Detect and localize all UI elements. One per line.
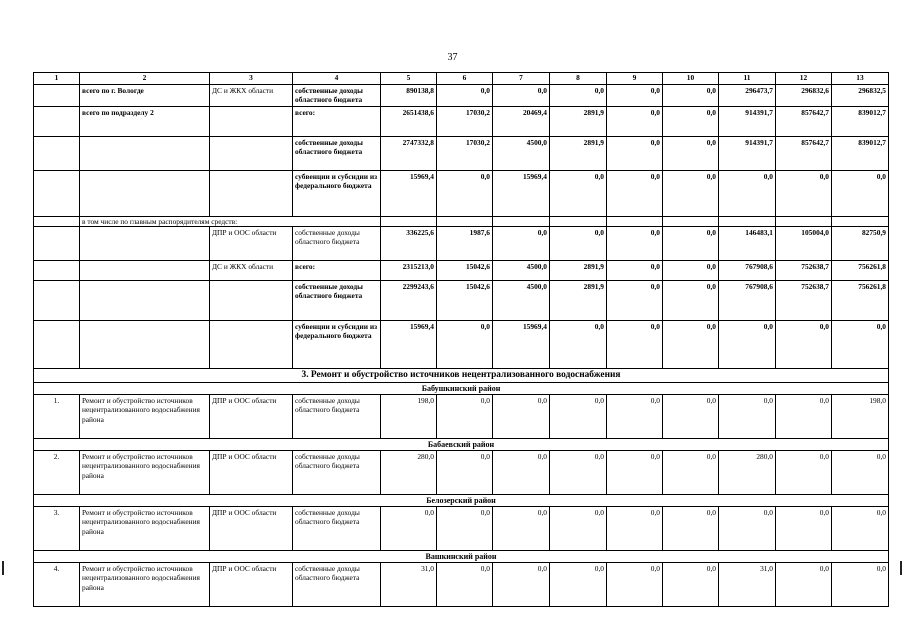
value-cell: 31,0: [381, 563, 437, 607]
header-cell: 9: [607, 73, 663, 85]
value-cell: 0,0: [776, 321, 832, 369]
value-cell: 296473,7: [719, 85, 776, 107]
header-cell: 4: [293, 73, 381, 85]
row-no-cell: [34, 261, 80, 281]
value-cell: 0,0: [776, 395, 832, 439]
district-data-row: [34, 563, 889, 607]
value-cell: 2299243,6: [381, 281, 437, 321]
subheading-row: [34, 217, 889, 227]
value-cell: 15969,4: [381, 171, 437, 217]
value-cell: 914391,7: [719, 137, 776, 171]
header-cell: 10: [663, 73, 719, 85]
row-no-cell: [34, 85, 80, 107]
value-cell: 0,0: [437, 451, 493, 495]
header-row: [34, 73, 889, 85]
value-cell: 0,0: [607, 281, 663, 321]
value-cell: 0,0: [832, 171, 889, 217]
value-cell: 280,0: [719, 451, 776, 495]
empty-cell: [437, 217, 493, 227]
value-cell: 0,0: [776, 563, 832, 607]
value-cell: 0,0: [381, 507, 437, 551]
value-cell: 0,0: [437, 395, 493, 439]
value-cell: 0,0: [607, 395, 663, 439]
value-cell: 336225,6: [381, 227, 437, 261]
budget-table: [33, 72, 889, 607]
item-name-cell: [80, 281, 210, 321]
row-no-cell: [34, 321, 80, 369]
empty-cell: [832, 217, 889, 227]
value-cell: 767908,6: [719, 281, 776, 321]
value-cell: 0,0: [550, 563, 607, 607]
value-cell: 0,0: [663, 107, 719, 137]
value-cell: 0,0: [493, 563, 550, 607]
item-name-cell: Ремонт и обустройство источников нецентрализованного водоснабжения района: [80, 563, 210, 607]
administrator-cell: ДПР и ООС области: [210, 563, 293, 607]
row-number: 1.: [34, 395, 80, 439]
administrator-cell: [210, 171, 293, 217]
value-cell: 752638,7: [776, 261, 832, 281]
value-cell: 17030,2: [437, 107, 493, 137]
value-cell: 146483,1: [719, 227, 776, 261]
administrator-cell: ДПР и ООС области: [210, 227, 293, 261]
value-cell: 0,0: [493, 451, 550, 495]
value-cell: 890138,8: [381, 85, 437, 107]
value-cell: 0,0: [663, 451, 719, 495]
empty-cell: [663, 217, 719, 227]
header-cell: 12: [776, 73, 832, 85]
item-name-cell: [80, 227, 210, 261]
value-cell: 31,0: [719, 563, 776, 607]
district-data-row: [34, 507, 889, 551]
value-cell: 2891,9: [550, 137, 607, 171]
district-name: Белозерский район: [34, 495, 889, 507]
administrator-cell: [210, 137, 293, 171]
summary-row: [34, 85, 889, 107]
value-cell: 857642,7: [776, 107, 832, 137]
summary-row: [34, 321, 889, 369]
funding-source-cell: всего:: [293, 107, 381, 137]
row-no-cell: [34, 217, 80, 227]
value-cell: 4500,0: [493, 281, 550, 321]
header-cell: 11: [719, 73, 776, 85]
value-cell: 0,0: [437, 171, 493, 217]
value-cell: 0,0: [550, 321, 607, 369]
district-name: Вашкинский район: [34, 551, 889, 563]
value-cell: 767908,6: [719, 261, 776, 281]
value-cell: 0,0: [607, 227, 663, 261]
funding-source-cell: собственные доходы областного бюджета: [293, 451, 381, 495]
value-cell: 914391,7: [719, 107, 776, 137]
value-cell: 839012,7: [832, 137, 889, 171]
summary-row: [34, 137, 889, 171]
empty-cell: [607, 217, 663, 227]
left-edge-mark: [2, 561, 4, 575]
value-cell: 0,0: [550, 227, 607, 261]
section-row: [34, 369, 889, 383]
header-cell: 2: [80, 73, 210, 85]
funding-source-cell: всего:: [293, 261, 381, 281]
value-cell: 839012,7: [832, 107, 889, 137]
value-cell: 2315213,0: [381, 261, 437, 281]
value-cell: 15969,4: [493, 321, 550, 369]
value-cell: 2891,9: [550, 281, 607, 321]
funding-source-cell: субвенции и субсидии из федерального бюджета: [293, 321, 381, 369]
value-cell: 15969,4: [493, 171, 550, 217]
value-cell: 756261,8: [832, 281, 889, 321]
value-cell: 0,0: [607, 451, 663, 495]
empty-cell: [381, 217, 437, 227]
header-cell: 7: [493, 73, 550, 85]
administrator-cell: ДС и ЖКХ области: [210, 261, 293, 281]
header-cell: 1: [34, 73, 80, 85]
item-name-cell: Ремонт и обустройство источников нецентрализованного водоснабжения района: [80, 395, 210, 439]
district-heading-row: [34, 495, 889, 507]
section-title: 3. Ремонт и обустройство источников нецентрализованного водоснабжения: [34, 369, 889, 383]
row-number: 3.: [34, 507, 80, 551]
item-name-cell: Ремонт и обустройство источников нецентрализованного водоснабжения района: [80, 451, 210, 495]
value-cell: 198,0: [832, 395, 889, 439]
value-cell: 0,0: [663, 261, 719, 281]
value-cell: 0,0: [607, 321, 663, 369]
value-cell: 0,0: [832, 321, 889, 369]
row-number: 4.: [34, 563, 80, 607]
value-cell: 0,0: [719, 395, 776, 439]
summary-row: [34, 171, 889, 217]
value-cell: 82750,9: [832, 227, 889, 261]
value-cell: 0,0: [776, 451, 832, 495]
funding-source-cell: субвенции и субсидии из федерального бюджета: [293, 171, 381, 217]
value-cell: 15042,6: [437, 261, 493, 281]
value-cell: 4500,0: [493, 261, 550, 281]
value-cell: 0,0: [832, 563, 889, 607]
district-data-row: [34, 451, 889, 495]
header-cell: 6: [437, 73, 493, 85]
summary-row: [34, 227, 889, 261]
administrator-cell: ДС и ЖКХ области: [210, 85, 293, 107]
subheading-cell: в том числе по главным распорядителям средств:: [80, 217, 381, 227]
value-cell: 20469,4: [493, 107, 550, 137]
value-cell: 0,0: [607, 171, 663, 217]
row-number: 2.: [34, 451, 80, 495]
value-cell: 0,0: [776, 507, 832, 551]
value-cell: 0,0: [493, 395, 550, 439]
empty-cell: [493, 217, 550, 227]
administrator-cell: ДПР и ООС области: [210, 395, 293, 439]
funding-source-cell: собственные доходы областного бюджета: [293, 227, 381, 261]
row-no-cell: [34, 281, 80, 321]
value-cell: 0,0: [776, 171, 832, 217]
value-cell: 0,0: [550, 451, 607, 495]
value-cell: 280,0: [381, 451, 437, 495]
value-cell: 0,0: [437, 85, 493, 107]
value-cell: 0,0: [437, 507, 493, 551]
summary-row: [34, 281, 889, 321]
summary-row: [34, 107, 889, 137]
value-cell: 0,0: [550, 85, 607, 107]
funding-source-cell: собственные доходы областного бюджета: [293, 137, 381, 171]
item-name-cell: [80, 321, 210, 369]
funding-source-cell: собственные доходы областного бюджета: [293, 281, 381, 321]
value-cell: 0,0: [607, 137, 663, 171]
value-cell: 0,0: [550, 507, 607, 551]
value-cell: 0,0: [663, 85, 719, 107]
value-cell: 0,0: [493, 85, 550, 107]
empty-cell: [719, 217, 776, 227]
value-cell: 0,0: [663, 281, 719, 321]
value-cell: 0,0: [437, 321, 493, 369]
value-cell: 296832,5: [832, 85, 889, 107]
value-cell: 2891,9: [550, 261, 607, 281]
summary-row: [34, 261, 889, 281]
district-data-row: [34, 395, 889, 439]
value-cell: 0,0: [607, 107, 663, 137]
value-cell: 2891,9: [550, 107, 607, 137]
item-name-cell: Ремонт и обустройство источников нецентрализованного водоснабжения района: [80, 507, 210, 551]
value-cell: 0,0: [437, 563, 493, 607]
district-heading-row: [34, 439, 889, 451]
value-cell: 0,0: [493, 227, 550, 261]
value-cell: 0,0: [607, 85, 663, 107]
value-cell: 0,0: [663, 171, 719, 217]
row-no-cell: [34, 137, 80, 171]
administrator-cell: ДПР и ООС области: [210, 451, 293, 495]
value-cell: 17030,2: [437, 137, 493, 171]
administrator-cell: [210, 107, 293, 137]
value-cell: 0,0: [663, 563, 719, 607]
value-cell: 0,0: [607, 261, 663, 281]
row-no-cell: [34, 227, 80, 261]
value-cell: 0,0: [719, 507, 776, 551]
value-cell: 0,0: [663, 227, 719, 261]
row-no-cell: [34, 107, 80, 137]
district-name: Бабушкинский район: [34, 383, 889, 395]
value-cell: 4500,0: [493, 137, 550, 171]
value-cell: 198,0: [381, 395, 437, 439]
administrator-cell: [210, 281, 293, 321]
value-cell: 0,0: [832, 507, 889, 551]
header-cell: 5: [381, 73, 437, 85]
item-name-cell: [80, 171, 210, 217]
value-cell: 296832,6: [776, 85, 832, 107]
item-name-cell: [80, 137, 210, 171]
funding-source-cell: собственные доходы областного бюджета: [293, 395, 381, 439]
header-cell: 3: [210, 73, 293, 85]
district-name: Бабаевский район: [34, 439, 889, 451]
empty-cell: [776, 217, 832, 227]
value-cell: 0,0: [663, 395, 719, 439]
empty-cell: [550, 217, 607, 227]
header-cell: 13: [832, 73, 889, 85]
value-cell: 2651438,6: [381, 107, 437, 137]
administrator-cell: ДПР и ООС области: [210, 507, 293, 551]
value-cell: 0,0: [550, 395, 607, 439]
item-name-cell: [80, 261, 210, 281]
value-cell: 15042,6: [437, 281, 493, 321]
header-cell: 8: [550, 73, 607, 85]
funding-source-cell: собственные доходы областного бюджета: [293, 563, 381, 607]
value-cell: 0,0: [550, 171, 607, 217]
administrator-cell: [210, 321, 293, 369]
right-edge-mark: [900, 561, 902, 575]
district-heading-row: [34, 383, 889, 395]
item-name-cell: всего по подразделу 2: [80, 107, 210, 137]
item-name-cell: всего по г. Вологде: [80, 85, 210, 107]
value-cell: 0,0: [663, 321, 719, 369]
value-cell: 15969,4: [381, 321, 437, 369]
value-cell: 0,0: [663, 507, 719, 551]
value-cell: 857642,7: [776, 137, 832, 171]
funding-source-cell: собственные доходы областного бюджета: [293, 507, 381, 551]
value-cell: 0,0: [719, 321, 776, 369]
value-cell: 1987,6: [437, 227, 493, 261]
funding-source-cell: собственные доходы областного бюджета: [293, 85, 381, 107]
value-cell: 2747332,8: [381, 137, 437, 171]
value-cell: 0,0: [493, 507, 550, 551]
value-cell: 0,0: [607, 563, 663, 607]
value-cell: 0,0: [607, 507, 663, 551]
value-cell: 0,0: [719, 171, 776, 217]
value-cell: 105004,0: [776, 227, 832, 261]
page-number: 37: [447, 52, 458, 63]
value-cell: 0,0: [663, 137, 719, 171]
value-cell: 0,0: [832, 451, 889, 495]
row-no-cell: [34, 171, 80, 217]
value-cell: 756261,8: [832, 261, 889, 281]
value-cell: 752638,7: [776, 281, 832, 321]
district-heading-row: [34, 551, 889, 563]
